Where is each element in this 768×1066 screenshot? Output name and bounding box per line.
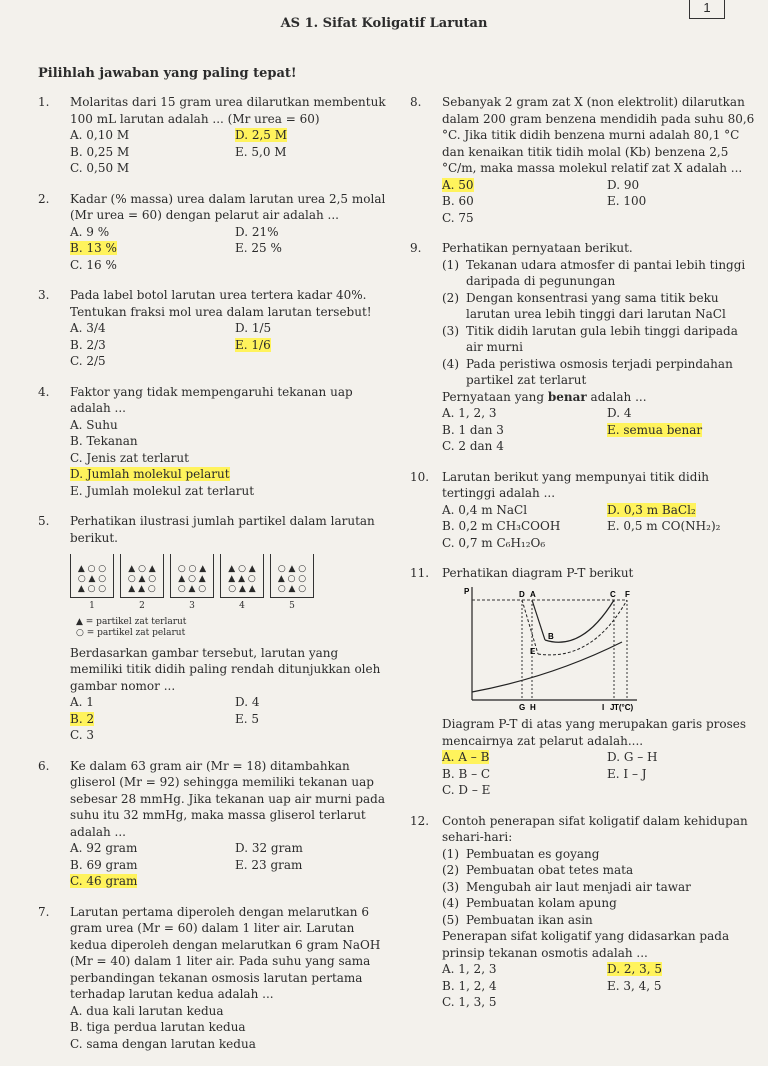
option-text: C. 0,50 M (70, 161, 130, 175)
answer-option[interactable] (235, 320, 395, 337)
option-text: C. 3 (70, 728, 95, 742)
question-body (70, 758, 388, 890)
answer-option[interactable] (442, 766, 607, 783)
question-number: 8. (410, 95, 422, 109)
option-text: E. 0,5 m CO(NH₂)₂ (607, 519, 721, 533)
question-stem: Ke dalam 63 gram air (Mr = 18) ditambahkan gliserol (Mr = 92) sehingga memiliki tekanan uap sebesar 28 mmHg. Jika tekanan uap air murni pada suhu itu 32 mmHg, maka massa gliserol terlarut adalah ... (70, 758, 386, 839)
point-label-c: C (610, 589, 616, 599)
statement-text: Pada peristiwa osmosis terjadi perpindahan partikel zat terlarut (466, 356, 733, 387)
option-text: D. 1/5 (235, 321, 272, 335)
question (410, 94, 755, 226)
answer-option[interactable] (70, 840, 235, 857)
answer-option[interactable] (607, 405, 767, 422)
option-text: C. 16 % (70, 257, 117, 272)
option-text: B. tiga perdua larutan kedua (70, 1020, 246, 1034)
answer-option[interactable] (442, 535, 607, 552)
option-text: A. 1, 2, 3 (442, 962, 497, 976)
answer-options (442, 405, 755, 455)
particle-beaker: ○ ▲ ○ ▲ ○ ○ ○ ▲ ○ (270, 554, 314, 598)
option-text: D. 4 (607, 406, 632, 420)
option-text: B. 1 dan 3 (442, 422, 504, 437)
option-text: B. B – C (442, 766, 491, 781)
statement-item (442, 895, 755, 912)
option-text: B. 1, 2, 4 (442, 978, 497, 993)
answer-option[interactable] (607, 749, 767, 766)
option-text: C. 46 gram (70, 874, 138, 888)
answer-option[interactable] (70, 144, 235, 161)
beaker-labels (70, 598, 388, 615)
question-stem: Perhatikan ilustrasi jumlah partikel dalam larutan berikut. (70, 514, 375, 545)
option-text: D. 2,5 M (235, 128, 288, 142)
question-body (70, 191, 388, 274)
answer-option[interactable] (70, 433, 388, 450)
answer-option[interactable] (442, 994, 607, 1011)
answer-options (442, 749, 755, 799)
page-title: AS 1. Sifat Koligatif Larutan (280, 16, 488, 31)
answer-option[interactable] (70, 320, 235, 337)
option-text: A. 1, 2, 3 (442, 406, 497, 420)
answer-option[interactable] (70, 417, 388, 434)
answer-options (442, 177, 755, 227)
statement-item (442, 290, 755, 323)
option-text: D. 32 gram (235, 841, 303, 855)
answer-option[interactable] (70, 1019, 388, 1036)
question-body (70, 94, 388, 177)
option-text: D. 90 (607, 177, 640, 192)
question-stem: Molaritas dari 15 gram urea dilarutkan membentuk 100 mL larutan adalah ... (Mr urea = 60) (70, 95, 386, 126)
answer-option-highlighted[interactable] (442, 177, 607, 194)
option-text: E. 1/6 (235, 337, 271, 352)
option-text: E. 100 (607, 194, 647, 208)
question-body (442, 94, 755, 226)
option-text: B. 13 % (70, 241, 117, 255)
question-stem: Kadar (% massa) urea dalam larutan urea 2,5 molal (Mr urea = 60) dengan pelarut air adalah ... (70, 191, 386, 222)
beaker-label: 3 (189, 601, 195, 611)
answer-option[interactable] (442, 518, 607, 535)
solution-freezing-line (522, 600, 538, 654)
question (38, 384, 388, 500)
answer-option[interactable] (70, 257, 235, 274)
statement-text: Pembuatan es goyang (466, 846, 600, 861)
option-text: C. D – E (442, 783, 491, 797)
statement-item (442, 323, 755, 356)
point-label-j: J (610, 702, 615, 712)
option-text: C. 2 dan 4 (442, 439, 504, 453)
option-text: D. 4 (235, 695, 260, 709)
stem-emphasis: benar (547, 389, 587, 404)
answer-option[interactable] (235, 840, 395, 857)
question (38, 513, 388, 744)
statement-item (442, 912, 755, 929)
statement-text: Titik didih larutan gula lebih tinggi daripada air murni (466, 323, 738, 354)
option-text: E. I – J (607, 766, 647, 781)
particle-beaker: ▲ ○ ▲ ○ ▲ ○ ▲ ▲ ○ (120, 554, 164, 598)
answer-option[interactable] (442, 422, 607, 439)
statement-text: Pembuatan obat tetes mata (466, 863, 634, 877)
statement-item (442, 846, 755, 863)
question-body (70, 904, 388, 1053)
option-text: A. A – B (442, 750, 490, 764)
point-label-d: D (519, 589, 525, 599)
pt-phase-diagram (442, 582, 642, 712)
answer-option[interactable] (235, 144, 395, 161)
question-number: 1. (38, 95, 50, 109)
option-text: B. 0,2 m CH₃COOH (442, 519, 561, 533)
legend-entry: ▲ = partikel zat terlarut (76, 616, 187, 627)
option-text: E. Jumlah molekul zat terlarut (70, 483, 255, 498)
option-text: A. 50 (442, 177, 474, 192)
answer-option-highlighted[interactable] (607, 422, 767, 439)
option-text: D. 21% (235, 224, 279, 239)
answer-option-highlighted[interactable] (70, 466, 388, 483)
question-number: 9. (410, 241, 422, 255)
statement-text: Mengubah air laut menjadi air tawar (466, 879, 691, 894)
question (38, 287, 388, 370)
answer-option[interactable] (607, 177, 767, 194)
question (38, 758, 388, 890)
statement-text: Tekanan udara atmosfer di pantai lebih tinggi daripada di pegunungan (466, 257, 746, 288)
question-stem: Sebanyak 2 gram zat X (non elektrolit) dilarutkan dalam 200 gram benzena mendidih pada suhu 80,6 °C. Jika titik didih benzena murni adalah 80,1 °C dan kenaikan titik tidih molal (Kb) benzena 2,5 °C/m, maka massa molekul relatif zat X adalah ... (442, 95, 755, 175)
point-label-a: A (530, 589, 536, 599)
answer-option[interactable] (70, 450, 388, 467)
answer-options (70, 694, 388, 744)
answer-option[interactable] (235, 711, 395, 728)
answer-option[interactable] (607, 518, 767, 535)
particle-beaker: ▲ ○ ▲ ▲ ▲ ○ ○ ▲ ▲ (220, 554, 264, 598)
point-label-i: I (602, 702, 605, 712)
statement-number: (2) (442, 290, 459, 305)
answer-option[interactable] (70, 224, 235, 241)
option-text: C. 75 (442, 210, 474, 225)
answer-option[interactable] (70, 353, 235, 370)
point-label-g: G (519, 702, 526, 712)
option-text: E. semua benar (607, 422, 703, 437)
option-text: C. 1, 3, 5 (442, 995, 497, 1009)
answer-option[interactable] (70, 127, 235, 144)
point-label-b: B (548, 631, 554, 641)
question-body (70, 384, 388, 500)
option-text: C. 0,7 m C₆H₁₂O₆ (442, 535, 546, 550)
answer-option[interactable] (70, 727, 235, 744)
answer-option-highlighted[interactable] (607, 961, 767, 978)
question-number: 3. (38, 288, 50, 302)
answer-option[interactable] (607, 766, 767, 783)
answer-option[interactable] (607, 193, 767, 210)
question (38, 904, 388, 1053)
statement-text: Pembuatan ikan asin (466, 912, 593, 927)
option-text: B. 69 gram (70, 857, 138, 872)
answer-option[interactable] (442, 210, 607, 227)
question-stem: Perhatikan pernyataan berikut. (442, 241, 633, 255)
answer-option-highlighted[interactable] (607, 502, 767, 519)
option-text: E. 25 % (235, 241, 282, 255)
option-text: B. 60 (442, 194, 474, 208)
answer-option-highlighted[interactable] (235, 127, 395, 144)
statement-number: (2) (442, 863, 459, 877)
statement-item (442, 356, 755, 389)
answer-option[interactable] (442, 438, 607, 455)
statement-item (442, 862, 755, 879)
option-text: E. 23 gram (235, 857, 303, 872)
answer-option[interactable] (70, 1036, 388, 1053)
question-stem-continued: Penerapan sifat koligatif yang didasarkan pada prinsip tekanan osmotis adalah ... (442, 929, 730, 960)
statement-item (442, 257, 755, 290)
answer-option[interactable] (442, 502, 607, 519)
option-text: B. 2 (70, 711, 95, 726)
point-label-e: E (530, 646, 536, 656)
statement-item (442, 879, 755, 896)
beaker-label: 4 (239, 601, 245, 611)
question-body (70, 513, 388, 744)
option-text: B. Tekanan (70, 434, 138, 448)
statement-number: (4) (442, 896, 459, 910)
particle-beaker: ○ ○ ▲ ▲ ○ ▲ ○ ▲ ○ (170, 554, 214, 598)
particle-illustrations (70, 554, 388, 598)
answer-option-highlighted[interactable] (442, 749, 607, 766)
question (410, 565, 755, 799)
option-text: E. 5 (235, 711, 260, 726)
option-text: E. 5,0 M (235, 144, 287, 159)
option-text: A. 0,10 M (70, 128, 130, 142)
question-body (442, 469, 755, 552)
question-stem: Faktor yang tidak mempengaruhi tekanan uap adalah ... (70, 384, 353, 415)
question (38, 94, 388, 177)
answer-option[interactable] (235, 857, 395, 874)
answer-option[interactable] (70, 857, 235, 874)
answer-option[interactable] (442, 405, 607, 422)
statement-number: (1) (442, 846, 459, 861)
answer-option[interactable] (442, 978, 607, 995)
answer-options (70, 417, 388, 500)
question-number: 10. (410, 469, 430, 484)
answer-options (70, 320, 388, 370)
option-text: A. 1 (70, 695, 94, 709)
answer-option[interactable] (70, 483, 388, 500)
question (410, 469, 755, 552)
sublimation-curve (472, 642, 622, 692)
question-number: 4. (38, 384, 50, 399)
solvent-boiling-curve (545, 600, 614, 642)
beaker-label: 5 (289, 601, 295, 611)
question-stem-continued: Berdasarkan gambar tersebut, larutan yang memiliki titik didih paling rendah ditunjukkan oleh gambar nomor ... (70, 645, 381, 693)
instruction: Pilihlah jawaban yang paling tepat! (38, 66, 297, 81)
point-label-h: H (530, 702, 536, 712)
answer-options (70, 127, 388, 177)
answer-option-highlighted[interactable] (70, 711, 235, 728)
question-body (442, 565, 755, 799)
statement-text: Dengan konsentrasi yang sama titik beku larutan urea lebih tinggi dari larutan NaCl (466, 290, 726, 321)
question (410, 813, 755, 1011)
answer-option[interactable] (442, 193, 607, 210)
option-text: A. 9 % (70, 224, 110, 239)
legend-entry: ○ = partikel zat pelarut (76, 627, 186, 638)
answer-option[interactable] (235, 240, 395, 257)
question-body (442, 813, 755, 1011)
question-body (442, 240, 755, 455)
option-text: C. sama dengan larutan kedua (70, 1036, 256, 1051)
question-stem: Contoh penerapan sifat koligatif dalam kehidupan sehari-hari: (442, 813, 748, 844)
point-label-f: F (625, 589, 630, 599)
answer-option-highlighted[interactable] (70, 873, 235, 890)
question (410, 240, 755, 455)
p-axis-label: P (464, 586, 470, 596)
option-text: A. Suhu (70, 417, 118, 432)
answer-options (70, 840, 388, 890)
statement-number: (5) (442, 912, 459, 927)
stem-text: adalah ... (586, 389, 647, 404)
option-text: D. 0,3 m BaCl₂ (607, 502, 696, 517)
option-text: E. 3, 4, 5 (607, 978, 662, 993)
option-text: D. Jumlah molekul pelarut (70, 467, 230, 481)
left-column (38, 94, 388, 1066)
statement-number: (3) (442, 879, 459, 894)
solvent-freezing-line (532, 600, 545, 640)
statement-number: (3) (442, 323, 459, 338)
option-text: D. G – H (607, 750, 658, 764)
statement-list (442, 257, 755, 389)
page-number: 1 (689, 0, 725, 19)
question-number: 2. (38, 191, 50, 206)
statement-number: (4) (442, 356, 459, 371)
particle-beaker: ▲ ○ ○ ○ ▲ ○ ▲ ○ ○ (70, 554, 114, 598)
stem-text: Pernyataan yang (442, 389, 548, 404)
option-text: B. 0,25 M (70, 144, 130, 159)
option-text: D. 2, 3, 5 (607, 962, 662, 976)
question-number: 12. (410, 813, 430, 828)
answer-option[interactable] (235, 694, 395, 711)
beaker-label: 1 (89, 601, 95, 611)
question-number: 11. (410, 566, 430, 580)
question-stem: Larutan berikut yang mempunyai titik didih tertinggi adalah ... (442, 469, 710, 500)
answer-option[interactable] (442, 961, 607, 978)
option-text: A. dua kali larutan kedua (70, 1003, 224, 1018)
particle-legend (76, 617, 388, 639)
answer-option[interactable] (235, 224, 395, 241)
statement-number: (1) (442, 257, 459, 272)
question-stem-continued (442, 389, 755, 406)
answer-options (442, 502, 755, 552)
option-text: B. 2/3 (70, 337, 106, 352)
answer-options (442, 961, 755, 1011)
option-text: A. 92 gram (70, 841, 138, 855)
statement-text: Pembuatan kolam apung (466, 896, 617, 910)
beaker-label: 2 (139, 601, 145, 611)
question-stem-continued: Diagram P-T di atas yang merupakan garis proses mencairnya zat pelarut adalah.... (442, 717, 747, 748)
right-column (410, 94, 755, 1025)
question-stem: Larutan pertama diperoleh dengan melarutkan 6 gram urea (Mr = 60) dalam 1 liter air. Larutan kedua diperoleh dengan melarutkan 6 gram NaOH (Mr = 40) dalam 1 liter air. Pada suhu yang sama perbandingan tekanan osmosis larutan pertama terhadap larutan kedua adalah ... (70, 904, 381, 1001)
question-stem: Perhatikan diagram P-T berikut (442, 566, 634, 580)
option-text: A. 0,4 m NaCl (442, 502, 528, 517)
statement-list (442, 846, 755, 929)
question (38, 191, 388, 274)
answer-option[interactable] (70, 337, 235, 354)
option-text: C. 2/5 (70, 354, 106, 368)
question-number: 6. (38, 758, 50, 773)
question-number: 5. (38, 514, 50, 528)
question-number: 7. (38, 904, 50, 919)
t-axis-label: T(°C) (614, 702, 634, 712)
question-stem: Pada label botol larutan urea tertera kadar 40%. Tentukan fraksi mol urea dalam larutan tersebut! (70, 288, 372, 319)
option-text: C. Jenis zat terlarut (70, 450, 189, 465)
answer-option[interactable] (607, 978, 767, 995)
option-text: A. 3/4 (70, 321, 106, 335)
answer-option-highlighted[interactable] (235, 337, 395, 354)
answer-option-highlighted[interactable] (70, 240, 235, 257)
question-body (70, 287, 388, 370)
answer-option[interactable] (70, 160, 235, 177)
answer-options (70, 1003, 388, 1053)
answer-option[interactable] (70, 1003, 388, 1020)
answer-options (70, 224, 388, 274)
answer-option[interactable] (442, 782, 607, 799)
answer-option[interactable] (70, 694, 235, 711)
